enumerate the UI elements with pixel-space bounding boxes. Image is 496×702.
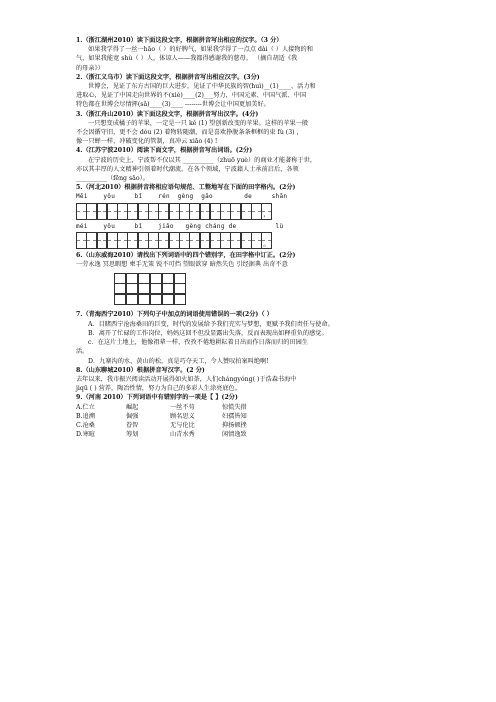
q1-line-2: 气，如果我能宽 shù（ ）人，体谅人——我都得感谢我的慈母。 （摘自胡适《我 [76,55,298,63]
q9-options [76,403,466,440]
writing-cell[interactable] [230,203,241,220]
q1-heading: 1.（浙江湖州2010）读下面这段文字，根据拼音写出相应的汉字。（3 分） [76,37,283,44]
correction-cell[interactable] [114,283,126,294]
q4-line-2: 亦以其丰厚的人文精神引领着时代潮流。在各个领域，宁波籍人士承前启后，各领 [76,165,299,173]
q4-line-3: __________（fēng sāo）。 [76,175,149,183]
q2-line-1: 世博会，见证了东方古国的巨大进步，见证了中华民族的智(huì)__(1)____、活力和 [88,83,316,91]
writing-cell[interactable] [200,232,211,249]
option-word: 妇孺皆知 [222,412,247,420]
correction-cell[interactable] [162,283,174,294]
option-word: 闲情逸致 [222,431,247,439]
writing-cell[interactable] [261,203,272,220]
correction-cell[interactable] [126,294,138,305]
correction-cell[interactable] [138,294,150,305]
option-word: 山青水秀 [170,431,195,439]
punctuation-period: 。 [263,239,271,248]
writing-cell[interactable] [261,232,272,249]
writing-cell[interactable] [200,203,211,220]
correction-cell[interactable] [126,283,138,294]
correction-cell[interactable] [150,273,162,284]
option-word: 眷智 [126,421,139,429]
q3-line-2: 不会因循守旧，更不会 dòu (2) 着物转随潮，而是喜欢挣脱条条框框的束 fù (3) ， [76,129,303,137]
correction-cell[interactable] [162,273,174,284]
correction-cell[interactable] [138,283,150,294]
option-word: 无与伦比 [170,421,195,429]
writing-cell[interactable] [138,232,149,249]
writing-cell[interactable] [148,232,159,249]
option-label: D.寒暄 [76,431,96,439]
punctuation-comma: ， [263,210,271,219]
q5-grid-row-1 [76,203,466,220]
correction-cell[interactable] [138,273,150,284]
writing-cell[interactable] [158,232,169,249]
q9-option-row [76,421,466,430]
q5-heading: 5.（河北2010）根据拼音将相应语句规范、工整地写在下面的田字格内。(2分) [76,184,296,192]
correction-cell[interactable] [150,283,162,294]
q6-word-list: 一劳永逸 冥思暇想 柬手无策 锐不可挡 望眼欲穿 暗然失色 引经据典 出奇不意 [76,261,288,269]
q8-line-2: jiqū ( ) 营养，陶冶性情，努力为自己的多彩人生涂亮底色。 [76,385,241,393]
writing-cell[interactable] [169,232,180,249]
q2-line-3: 特色都在世博会尽情挥(sǎ)____(3)____ --------世博会让中国更加美好。 [76,101,270,109]
q3-line-1: 一只想变成橘子的苹果，一定是一只 kě (1) 望创新改变的苹果。这样的苹果一般 [88,119,309,127]
writing-cell[interactable] [107,203,118,220]
writing-cell[interactable] [241,232,252,249]
writing-cell[interactable] [241,203,252,220]
option-word: 惊慌失措 [222,403,247,411]
q7-heading: 7.（青海西宁2010）下列句子中加点的词语使用错误的一项(2分)（ ） [76,311,273,319]
option-label: B.追溯 [76,412,95,420]
option-word: 抑扬顿挫 [222,421,247,429]
writing-cell[interactable] [210,203,221,220]
q1-line-1: 如果我学得了一丝一hāo（ ）的好脾气，如果我学得了一点点 dài（ ）人接物的和 [88,46,313,54]
q9-heading: 9.（河南 2010）下列词语中有错别字的一项是【 】(2分) [76,394,238,402]
correction-cell[interactable] [114,273,126,284]
writing-cell[interactable] [117,232,128,249]
correction-cell[interactable] [162,294,174,305]
writing-cell[interactable] [76,232,87,249]
writing-cell[interactable] [179,232,190,249]
q5-pinyin-row-1: Měi yǒu bǐ rén gèng gāo de shān [76,193,288,201]
correction-cell[interactable] [174,273,186,284]
writing-cell[interactable] [210,232,221,249]
writing-cell[interactable] [86,232,97,249]
writing-cell[interactable] [127,203,138,220]
writing-cell[interactable] [127,232,138,249]
correction-cell[interactable] [150,294,162,305]
option-word: 顾名思义 [170,412,195,420]
option-label: C.沧桑 [76,421,95,429]
option-label: A.伫立 [76,403,95,411]
q7-option-a: A．目睹西宁沧海桑田的巨变，时代的发展给予我们充实与梦想，更赋予我们责任与使命。 [88,320,334,328]
q7-option-c: c．在这片土地上，他像祖辈一样，孜孜不倦地耕耘着日出而作日落而归的田园生 [88,339,309,347]
q4-heading: 4.（江苏宁波2010）阅读下面文字，根据拼音写出词语。(2分) [76,147,253,155]
option-word: 一丝不苟 [170,403,195,411]
option-word: 筹划 [126,431,139,439]
q5-grid-row-2 [76,232,466,249]
q3-line-3: 像一只蝉一样，冲破变化的管制，真冲云 xiāo (4) ! [76,138,218,146]
writing-cell[interactable] [169,203,180,220]
q8-line-1: 去年以来，我市振兴阅读活动开展得如火如荼，人们chángyóng( )于浩森书海中 [76,375,297,383]
writing-cell[interactable] [251,203,262,220]
writing-cell[interactable] [97,203,108,220]
option-word: 崛起 [126,403,139,411]
writing-cell[interactable] [117,203,128,220]
q1-line-3: 的母亲》） [76,64,104,72]
writing-cell[interactable] [179,203,190,220]
writing-cell[interactable] [148,203,159,220]
q6-heading: 6.（山东威海2010）请找出下列词语中的四个错别字，在田字格中订正。(2分) [76,251,296,259]
correction-cell[interactable] [126,273,138,284]
q6-correction-grid [114,273,466,304]
q8-heading: 8.（山东聊城2010）根据拼音写汉字。(2 分) [76,366,205,374]
writing-cell[interactable] [107,232,118,249]
option-word: 倔强 [126,412,139,420]
q5-pinyin-row-2: méi yǒu bǐ jiǎo gèng chánɡ de lù [76,222,284,230]
correction-cell[interactable] [114,294,126,305]
q4-line-1: 在宁波的历史上，宁波帮不仅以其 __________（zhuō yuè）的商业才能著称于世， [88,156,317,164]
q9-option-row [76,412,466,421]
q7-option-d: D．九寨沟的水、黄山的松，真是巧夺天工，令人赞叹拍案叫绝啊! [88,357,269,365]
correction-cell[interactable] [174,283,186,294]
writing-cell[interactable] [97,232,108,249]
writing-cell[interactable] [220,232,231,249]
exam-page [76,36,466,439]
writing-cell[interactable] [251,232,262,249]
writing-cell[interactable] [76,203,87,220]
q3-heading: 3.（浙江舟山2010）读下面这段文字，根据拼音写出汉字。(4分) [76,110,259,118]
q7-option-b: B．离开了忙碌的工作岗位，妈妈这回不但没显露出失落，反而表现出如释重负的感觉。 [88,329,328,337]
correction-cell[interactable] [174,294,186,305]
writing-cell[interactable] [86,203,97,220]
writing-cell[interactable] [189,203,200,220]
q2-heading: 2.（浙江义乌市）读下面这段文字，根据拼音写出相应汉字。(3分) [76,73,260,81]
writing-cell[interactable] [138,203,149,220]
q7-option-c-cont: 活。 [76,348,89,356]
writing-cell[interactable] [158,203,169,220]
writing-cell[interactable] [220,203,231,220]
q9-option-row [76,430,466,439]
q2-line-2: 进取心，见证了中国走向世界的不(xiè)____(2)___努力，中国元素、中国气派、中国 [76,92,307,100]
q9-option-row [76,403,466,412]
writing-cell[interactable] [230,232,241,249]
writing-cell[interactable] [189,232,200,249]
